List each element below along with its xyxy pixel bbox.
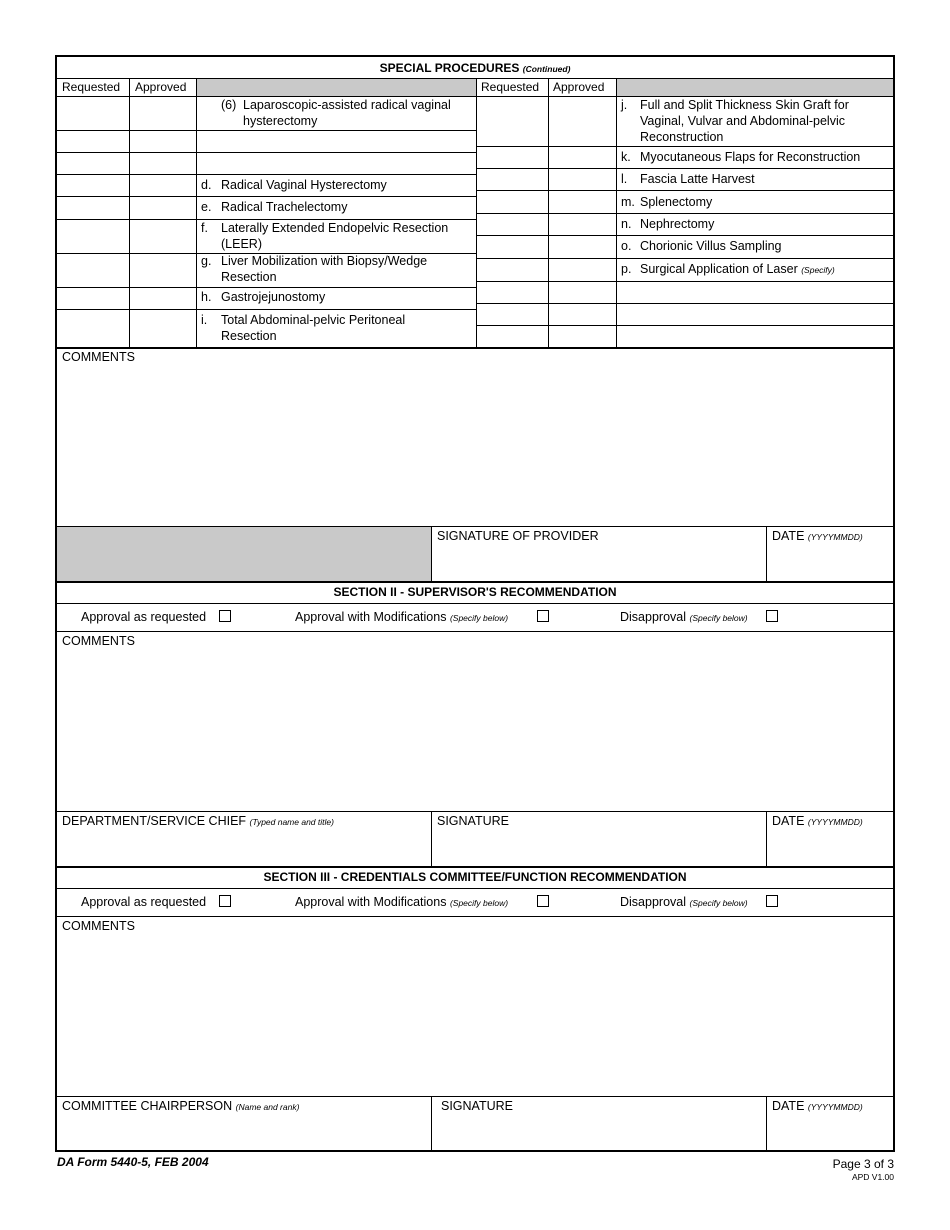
comments-label-1: COMMENTS	[62, 350, 135, 364]
item-letter: (6)	[221, 98, 237, 112]
s2-approval-with-modifications-checkbox[interactable]	[537, 610, 549, 622]
item-letter: e.	[201, 200, 212, 214]
item-letter: l.	[621, 172, 628, 186]
item-text: Chorionic Villus Sampling	[640, 239, 782, 253]
date-label-3: DATE (YYYYMMDD)	[772, 1099, 863, 1113]
col-approved-right: Approved	[553, 80, 605, 94]
item-letter: p.	[621, 262, 632, 276]
s3-approval-with-modifications-label: Approval with Modifications (Specify below)	[295, 895, 509, 909]
item-letter: g.	[201, 254, 212, 268]
item-letter: i.	[201, 313, 208, 327]
item-letter: n.	[621, 217, 632, 231]
comments-field-2[interactable]	[57, 649, 893, 809]
department-chief-field[interactable]	[57, 830, 431, 865]
item-text: Full and Split Thickness Skin Graft for Vaginal, Vulvar and Abdominal-pelvic Reconstruction	[640, 98, 849, 144]
section3-title: SECTION III - CREDENTIALS COMMITTEE/FUNCTION RECOMMENDATION	[263, 870, 687, 884]
left-header-shade	[196, 79, 476, 96]
item-text: Laparoscopic-assisted radical vaginal hysterectomy	[243, 98, 451, 128]
s3-disapproval-checkbox[interactable]	[766, 895, 778, 907]
date-label-1: DATE (YYYYMMDD)	[772, 529, 863, 543]
comments-label-2: COMMENTS	[62, 634, 135, 648]
s3-approval-as-requested-checkbox[interactable]	[219, 895, 231, 907]
item-letter: o.	[621, 239, 632, 253]
date-label-2: DATE (YYYYMMDD)	[772, 814, 863, 828]
shaded-block	[57, 527, 431, 581]
item-letter: k.	[621, 150, 631, 164]
s3-approval-with-modifications-checkbox[interactable]	[537, 895, 549, 907]
item-text: Radical Trachelectomy	[221, 200, 348, 214]
provider-signature-field[interactable]	[432, 545, 766, 580]
signature-of-provider-label: SIGNATURE OF PROVIDER	[437, 529, 599, 543]
s2-approval-with-modifications-label: Approval with Modifications (Specify below)	[295, 610, 509, 624]
item-letter: d.	[201, 178, 212, 192]
approved-cell[interactable]	[549, 97, 616, 146]
item-text: Gastrojejunostomy	[221, 290, 326, 304]
item-letter: m.	[621, 195, 635, 209]
comments-field-3[interactable]	[57, 934, 893, 1094]
committee-chairperson-label: COMMITTEE CHAIRPERSON (Name and rank)	[62, 1099, 300, 1113]
form-page	[55, 55, 895, 1152]
item-text: Fascia Latte Harvest	[640, 172, 755, 186]
s2-approval-as-requested-checkbox[interactable]	[219, 610, 231, 622]
s2-signature-field[interactable]	[432, 830, 766, 865]
special-procedures-title: SPECIAL PROCEDURES (Continued)	[379, 61, 571, 75]
item-text: Splenectomy	[640, 195, 713, 209]
form-id: DA Form 5440-5, FEB 2004	[57, 1155, 209, 1169]
date-field-1[interactable]	[767, 545, 893, 580]
item-text: Laterally Extended Endopelvic Resection (LEER)	[221, 221, 449, 251]
s3-approval-as-requested-label: Approval as requested	[81, 895, 207, 909]
requested-cell[interactable]	[477, 97, 548, 146]
right-header-shade	[616, 79, 893, 96]
item-text: Radical Vaginal Hysterectomy	[221, 178, 387, 192]
approved-cell[interactable]	[130, 97, 196, 130]
s2-signature-label: SIGNATURE	[437, 814, 509, 828]
item-text: Total Abdominal-pelvic Peritoneal Resection	[221, 313, 406, 343]
item-text: Surgical Application of Laser (Specify)	[640, 262, 835, 276]
s2-disapproval-checkbox[interactable]	[766, 610, 778, 622]
col-approved-left: Approved	[135, 80, 187, 94]
item-text: Liver Mobilization with Biopsy/Wedge Resection	[221, 254, 428, 284]
s3-signature-label: SIGNATURE	[441, 1099, 513, 1113]
section2-title: SECTION II - SUPERVISOR'S RECOMMENDATION	[333, 585, 617, 599]
date-field-2[interactable]	[767, 830, 893, 865]
comments-field-1[interactable]	[57, 365, 893, 525]
s3-signature-field[interactable]	[432, 1115, 766, 1150]
committee-chairperson-field[interactable]	[57, 1115, 431, 1150]
version: APD V1.00	[851, 1172, 894, 1182]
requested-cell[interactable]	[57, 97, 129, 130]
department-chief-label: DEPARTMENT/SERVICE CHIEF (Typed name and title)	[62, 814, 334, 828]
col-requested-right: Requested	[481, 80, 540, 94]
item-text: Nephrectomy	[640, 217, 715, 231]
item-letter: j.	[621, 98, 628, 112]
item-text: Myocutaneous Flaps for Reconstruction	[640, 150, 861, 164]
s3-disapproval-label: Disapproval (Specify below)	[620, 895, 748, 909]
col-requested-left: Requested	[62, 80, 121, 94]
comments-label-3: COMMENTS	[62, 919, 135, 933]
s2-disapproval-label: Disapproval (Specify below)	[620, 610, 748, 624]
item-letter: f.	[201, 221, 208, 235]
page-number: Page 3 of 3	[832, 1157, 894, 1171]
s2-approval-as-requested-label: Approval as requested	[81, 610, 207, 624]
item-letter: h.	[201, 290, 212, 304]
date-field-3[interactable]	[767, 1115, 893, 1150]
